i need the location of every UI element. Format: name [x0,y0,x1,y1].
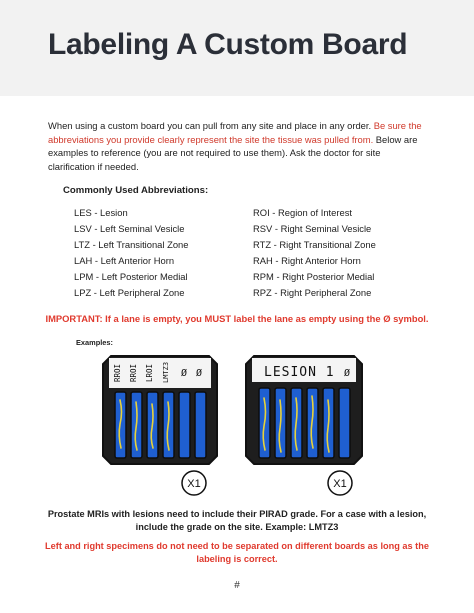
lane-label-empty: Ø [196,368,203,379]
lane-label: LROI [145,363,154,382]
abbreviation-item: ROI - Region of Interest [253,207,353,218]
abbreviation-item: LTZ - Left Transitional Zone [74,239,189,250]
abbreviations-left-list [74,205,188,301]
abbreviation-item: RPZ - Right Peripheral Zone [253,287,372,298]
example-board-2 [240,352,368,502]
abbreviation-item: RPM - Right Posterior Medial [253,271,375,282]
abbreviation-item: RTZ - Right Transitional Zone [253,239,376,250]
intro-text-2: Below are examples to reference (you are not required to use them). Ask the doctor for site clarification if needed. [48,133,418,172]
abbreviation-item: RSV - Right Seminal Vesicle [253,223,372,234]
board-2-quantity-text: X1 [333,478,347,490]
lane-label: RROI [129,363,138,382]
abbreviation-item: LES - Lesion [74,207,128,218]
intro-text-1: When using a custom board you can pull from any site and place in any order. [48,120,374,131]
abbreviations-right-list [253,205,376,301]
abbreviation-item: LSV - Left Seminal Vesicle [74,223,185,234]
lane [339,388,350,458]
page-number: # [234,580,240,591]
abbreviation-item: LPM - Left Posterior Medial [74,271,188,282]
board-1-quantity-text: X1 [187,478,201,490]
lane [179,392,190,458]
page-title: Labeling A Custom Board [48,28,408,61]
header-band [0,0,474,96]
left-right-note: Left and right specimens do not need to be separated on different boards as long as the labeling is correct. [45,541,429,565]
board-2-empty-label: Ø [344,368,351,379]
abbreviation-item: RAH - Right Anterior Horn [253,255,361,266]
examples-label: Examples: [76,338,113,347]
abbreviations-heading: Commonly Used Abbreviations: [63,185,209,196]
important-notice: IMPORTANT: If a lane is empty, you MUST label the lane as empty using the Ø symbol. [45,313,429,324]
abbreviation-item: LAH - Left Anterior Horn [74,255,175,266]
abbreviation-item: LPZ - Left Peripheral Zone [74,287,185,298]
board-2-lesion-label: LESION 1 [264,365,335,380]
lane [195,392,206,458]
lane-label-empty: Ø [181,368,188,379]
lane-label: LMTZ3 [162,361,170,383]
intro-paragraph [48,119,428,173]
example-board-1 [97,352,223,502]
intro-warning-text: Be sure the abbreviations you provide clearly represent the site the tissue was pulled from. [48,120,422,145]
pirad-note: Prostate MRIs with lesions need to include their PIRAD grade. For a case with a lesion, include the grade on the site. Example: LMTZ3 [47,509,427,533]
lane-label: RROI [113,363,122,382]
